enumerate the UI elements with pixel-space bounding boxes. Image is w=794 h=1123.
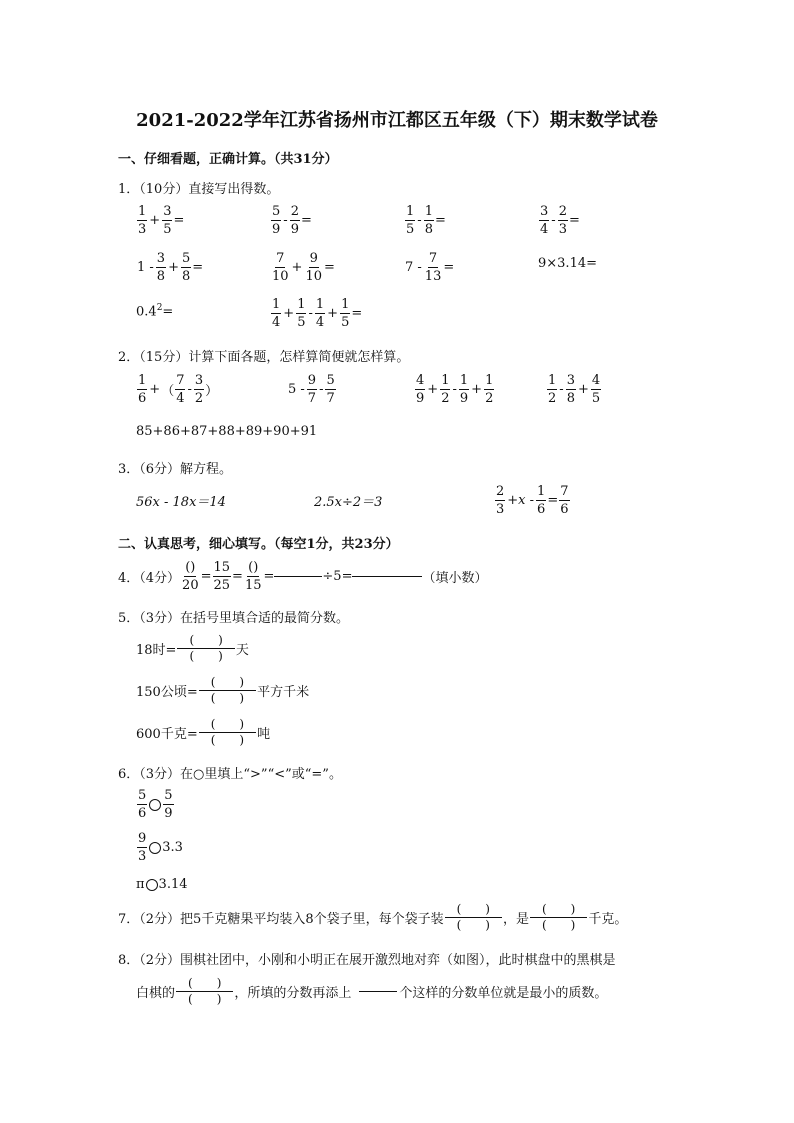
equals-sign: = bbox=[324, 260, 335, 275]
q3-equation-b: 2.5x÷2＝3 bbox=[314, 495, 383, 510]
page-title: 2021-2022学年江苏省扬州市江都区五年级（下）期末数学试卷 bbox=[136, 110, 658, 131]
answer-blank[interactable] bbox=[359, 991, 397, 992]
q8-tail: 个这样的分数单位就是最小的质数。 bbox=[399, 985, 608, 1001]
q5-unit: 吨 bbox=[257, 726, 271, 742]
numerator: 7 bbox=[428, 251, 438, 266]
numerator: 15 bbox=[213, 560, 231, 575]
numerator: 2 bbox=[496, 484, 505, 499]
numerator: 1 bbox=[138, 204, 147, 219]
equals-sign: = bbox=[200, 569, 212, 584]
denominator: 4 bbox=[272, 315, 281, 330]
denominator: 10 bbox=[305, 269, 322, 284]
exponent: 2 bbox=[156, 303, 163, 313]
denominator: 6 bbox=[537, 502, 546, 517]
denominator: 3 bbox=[138, 222, 147, 237]
operator: + bbox=[283, 306, 295, 321]
denominator: 8 bbox=[181, 269, 191, 284]
equals-sign: = bbox=[300, 213, 312, 228]
denominator: 9 bbox=[272, 222, 281, 237]
q1-expr-c bbox=[404, 205, 446, 236]
divide-text: ÷5= bbox=[322, 569, 353, 584]
value: 3.3 bbox=[162, 840, 183, 855]
q1-expr-j bbox=[270, 298, 362, 329]
denominator: 8 bbox=[156, 269, 166, 284]
denominator: 2 bbox=[441, 391, 450, 406]
value: 3.14 bbox=[158, 877, 188, 892]
numerator: 1 bbox=[406, 204, 415, 219]
equals-sign: = bbox=[263, 569, 275, 584]
blank-denominator[interactable]: ( ) bbox=[188, 991, 222, 1006]
numerator: 4 bbox=[591, 373, 601, 388]
denominator: 3 bbox=[496, 502, 505, 517]
q5-prefix: 150公顷= bbox=[136, 684, 198, 700]
denominator: 9 bbox=[164, 806, 173, 821]
denominator: 20 bbox=[182, 578, 199, 593]
numerator: 1 bbox=[537, 484, 546, 499]
denominator: 8 bbox=[424, 222, 433, 237]
operator: - bbox=[187, 382, 192, 397]
q1-expr-a bbox=[136, 205, 184, 236]
operator: + bbox=[291, 260, 303, 275]
q6-compare-3 bbox=[136, 877, 188, 892]
base: 0.4 bbox=[136, 304, 157, 320]
q1-expr-g bbox=[404, 252, 454, 283]
q5-row bbox=[136, 676, 309, 704]
denominator: 2 bbox=[194, 391, 204, 406]
equals-sign: = bbox=[232, 569, 243, 584]
denominator: 13 bbox=[424, 269, 442, 284]
denominator: 9 bbox=[290, 222, 299, 237]
blank-denominator[interactable]: ( ) bbox=[210, 732, 245, 747]
numerator: 7 bbox=[176, 373, 185, 388]
denominator: 4 bbox=[176, 391, 185, 406]
q3-equation-c bbox=[494, 485, 571, 516]
blank-denominator[interactable]: ( ) bbox=[210, 690, 245, 705]
q4-line bbox=[118, 561, 487, 592]
q7-line bbox=[118, 903, 627, 931]
q2-expr-c bbox=[414, 374, 495, 405]
operator: + bbox=[471, 382, 483, 397]
denominator: 15 bbox=[244, 578, 262, 593]
blank-numerator[interactable]: () bbox=[185, 560, 196, 575]
operator: - bbox=[283, 213, 288, 228]
q2-expr-e: 85+86+87+88+89+90+91 bbox=[136, 424, 318, 439]
denominator: 2 bbox=[485, 391, 494, 406]
q8-line-2 bbox=[136, 977, 607, 1005]
q1-expr-d bbox=[538, 205, 580, 236]
q4-lead: 4．（4分） bbox=[118, 571, 181, 586]
numerator: 7 bbox=[276, 251, 285, 266]
operator: - bbox=[308, 306, 313, 321]
prefix: 1 - bbox=[137, 260, 154, 275]
operator: + bbox=[149, 213, 161, 228]
answer-blank[interactable] bbox=[274, 576, 322, 577]
numerator: 1 bbox=[548, 373, 557, 388]
q1-expr-i bbox=[136, 303, 173, 319]
operator: - bbox=[551, 213, 556, 228]
q8-prefix: 白棋的 bbox=[136, 985, 176, 1001]
denominator: 5 bbox=[297, 315, 306, 330]
q8-mid: ，所填的分数再添上 bbox=[234, 985, 352, 1001]
blank-numerator[interactable]: () bbox=[248, 560, 259, 575]
numerator: 2 bbox=[290, 204, 299, 219]
operator: - bbox=[559, 382, 564, 397]
blank-numerator[interactable]: ( ) bbox=[199, 718, 256, 733]
numerator: 1 bbox=[441, 373, 450, 388]
denominator: 7 bbox=[326, 391, 335, 406]
denominator: 5 bbox=[406, 222, 415, 237]
denominator: 6 bbox=[560, 502, 569, 517]
equals-sign: = bbox=[434, 213, 446, 228]
compare-circle[interactable] bbox=[149, 842, 161, 854]
numerator: 5 bbox=[164, 788, 173, 803]
denominator: 4 bbox=[540, 222, 549, 237]
q3-equation-a: 56x - 18x＝14 bbox=[136, 495, 226, 510]
q1-stem: 1．（10分）直接写出得数。 bbox=[118, 182, 280, 197]
q5-row bbox=[136, 718, 270, 746]
numerator: 1 bbox=[138, 373, 147, 388]
q5-unit: 平方千米 bbox=[257, 684, 310, 700]
right-paren: ） bbox=[205, 384, 219, 399]
operator: + bbox=[149, 382, 161, 397]
numerator: 5 bbox=[181, 251, 191, 266]
prefix: 5 - bbox=[288, 382, 305, 397]
compare-circle[interactable] bbox=[146, 879, 158, 891]
q1-expr-f bbox=[270, 252, 335, 283]
blank-numerator[interactable]: ( ) bbox=[530, 903, 587, 918]
q6-compare-1 bbox=[136, 789, 175, 820]
prefix: 7 - bbox=[405, 260, 422, 275]
operator: + bbox=[327, 306, 339, 321]
numerator: 1 bbox=[485, 373, 494, 388]
denominator: 7 bbox=[307, 391, 317, 406]
blank-denominator[interactable]: ( ) bbox=[541, 917, 576, 932]
numerator: 9 bbox=[138, 831, 147, 846]
equals-sign: = bbox=[162, 304, 174, 320]
equals-sign: = bbox=[443, 260, 455, 275]
denominator: 6 bbox=[138, 391, 147, 406]
equals-sign: = bbox=[192, 260, 204, 275]
numerator: 3 bbox=[540, 204, 549, 219]
denominator: 9 bbox=[459, 391, 469, 406]
denominator: 8 bbox=[566, 391, 575, 406]
denominator: 4 bbox=[315, 315, 325, 330]
operator: - bbox=[417, 213, 422, 228]
compare-circle[interactable] bbox=[149, 799, 161, 811]
numerator: 4 bbox=[416, 373, 425, 388]
blank-denominator[interactable]: ( ) bbox=[189, 648, 223, 663]
q7-unit: 千克。 bbox=[588, 911, 628, 927]
numerator: 3 bbox=[566, 373, 575, 388]
operator: + bbox=[168, 260, 179, 275]
q2-expr-a bbox=[136, 374, 218, 405]
equals-sign: = bbox=[351, 306, 363, 321]
numerator: 5 bbox=[326, 373, 335, 388]
denominator: 10 bbox=[272, 269, 289, 284]
blank-numerator[interactable]: ( ) bbox=[176, 977, 233, 992]
denominator: 6 bbox=[138, 806, 147, 821]
q3-stem: 3．（6分）解方程。 bbox=[118, 462, 233, 477]
q8-line-1: 8．（2分）围棋社团中，小刚和小明正在展开激烈地对弈（如图），此时棋盘中的黑棋是 bbox=[118, 953, 616, 968]
operator: - bbox=[319, 382, 324, 397]
denominator: 25 bbox=[213, 578, 231, 593]
numerator: 5 bbox=[138, 788, 147, 803]
operator: + bbox=[427, 382, 439, 397]
left-paren: （ bbox=[161, 384, 175, 399]
equals-sign: = bbox=[568, 213, 580, 228]
numerator: 1 bbox=[315, 297, 325, 312]
blank-numerator[interactable]: ( ) bbox=[445, 903, 502, 918]
numerator: 1 bbox=[341, 297, 350, 312]
numerator: 3 bbox=[163, 204, 172, 219]
section-1-heading: 一、仔细看题，正确计算。（共31分） bbox=[118, 152, 338, 167]
blank-numerator[interactable]: ( ) bbox=[199, 676, 256, 691]
numerator: 1 bbox=[424, 204, 433, 219]
numerator: 5 bbox=[272, 204, 281, 219]
blank-numerator[interactable]: ( ) bbox=[177, 634, 234, 649]
q4-hint: （填小数） bbox=[422, 571, 488, 586]
section-2-heading: 二、认真思考，细心填写。（每空1分，共23分） bbox=[118, 537, 399, 552]
numerator: 2 bbox=[558, 204, 567, 219]
numerator: 1 bbox=[297, 297, 306, 312]
q5-prefix: 18时= bbox=[136, 642, 177, 658]
q1-expr-h: 9×3.14= bbox=[538, 256, 598, 271]
q6-stem: 6．（3分）在○里填上“>”“<”或“=”。 bbox=[118, 767, 342, 782]
numerator: 9 bbox=[307, 373, 317, 388]
value: π bbox=[136, 877, 145, 892]
numerator: 7 bbox=[560, 484, 569, 499]
q2-expr-d bbox=[546, 374, 602, 405]
equals-sign: = bbox=[173, 213, 185, 228]
numerator: 1 bbox=[272, 297, 281, 312]
numerator: 9 bbox=[309, 251, 318, 266]
operator: + bbox=[577, 382, 589, 397]
q2-expr-b bbox=[287, 374, 337, 405]
q1-expr-b bbox=[270, 205, 312, 236]
equals-sign: = bbox=[547, 493, 559, 508]
numerator: 3 bbox=[194, 373, 204, 388]
q5-unit: 天 bbox=[235, 642, 249, 658]
denominator: 3 bbox=[138, 849, 147, 864]
q5-row bbox=[136, 634, 249, 662]
q6-compare-2 bbox=[136, 832, 183, 863]
blank-denominator[interactable]: ( ) bbox=[456, 917, 490, 932]
operator: +x - bbox=[507, 493, 535, 508]
denominator: 3 bbox=[558, 222, 567, 237]
q5-stem: 5．（3分）在括号里填合适的最简分数。 bbox=[118, 611, 350, 626]
operator: - bbox=[452, 382, 457, 397]
q7-text: 7．（2分）把5千克糖果平均装入8个袋子里，每个袋子装 bbox=[118, 911, 444, 927]
denominator: 2 bbox=[548, 391, 557, 406]
numerator: 1 bbox=[459, 373, 469, 388]
q2-stem: 2．（15分）计算下面各题，怎样算简便就怎样算。 bbox=[118, 350, 410, 365]
q5-prefix: 600千克= bbox=[136, 726, 198, 742]
denominator: 5 bbox=[163, 222, 172, 237]
denominator: 9 bbox=[416, 391, 425, 406]
numerator: 3 bbox=[156, 251, 166, 266]
denominator: 5 bbox=[591, 391, 601, 406]
q7-mid: ，是 bbox=[502, 911, 529, 927]
answer-blank[interactable] bbox=[352, 576, 422, 577]
q1-expr-e bbox=[136, 252, 203, 283]
denominator: 5 bbox=[341, 315, 350, 330]
